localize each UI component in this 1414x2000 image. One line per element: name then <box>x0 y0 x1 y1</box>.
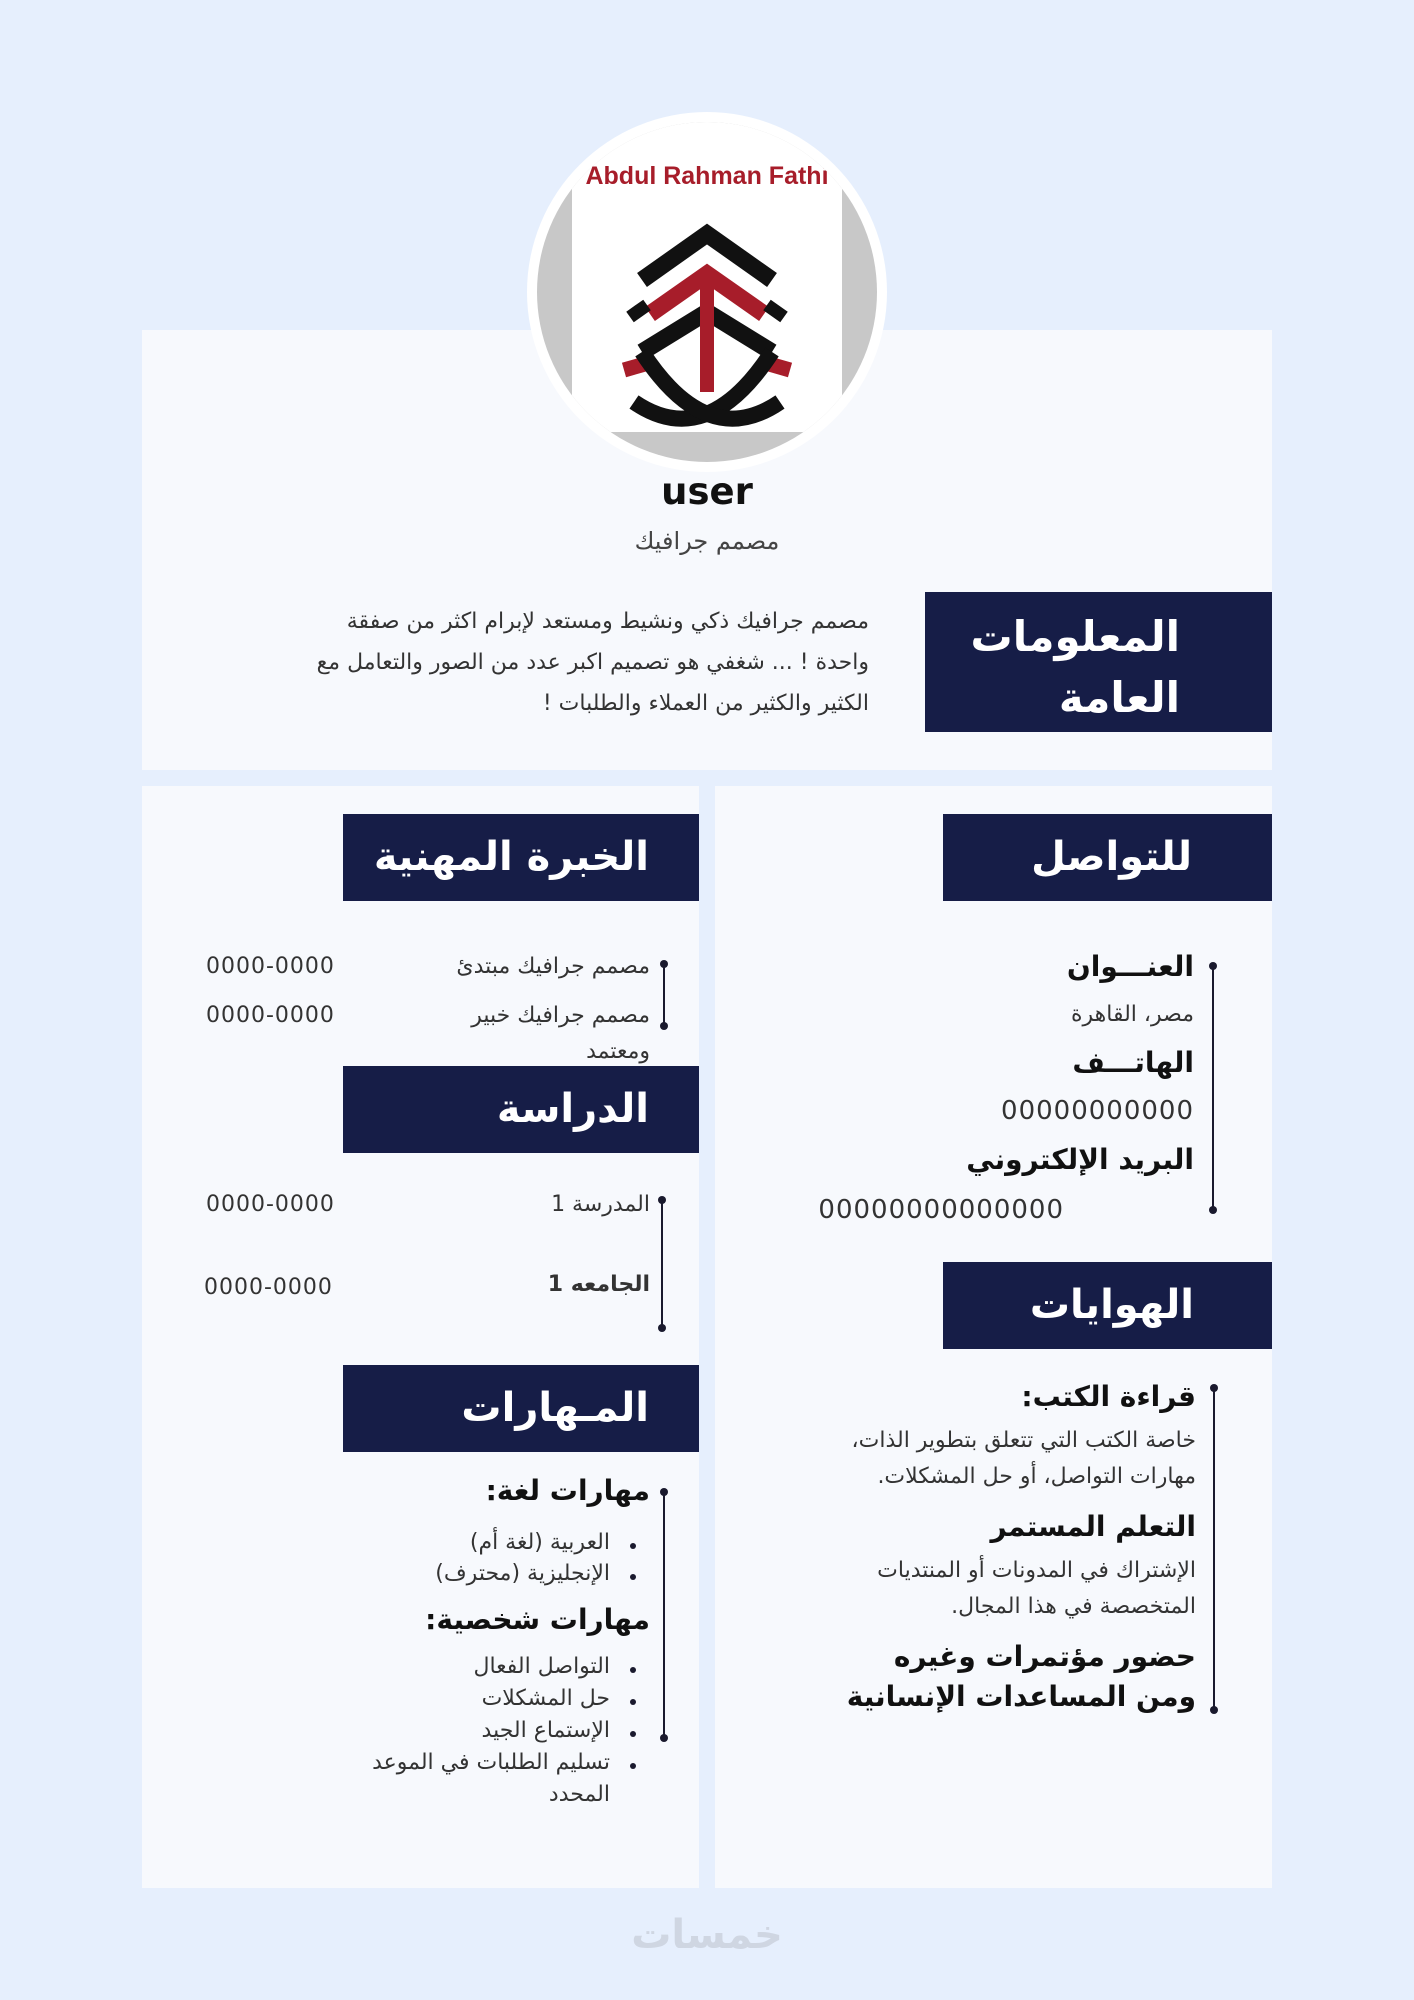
logo-text: Abdul Rahman Fathi <box>585 162 829 190</box>
language-2: الإنجليزية (محترف) <box>435 1561 610 1586</box>
email-value: 00000000000000 <box>818 1195 1064 1225</box>
experience-heading: الخبرة المهنية <box>343 814 699 901</box>
hobby-2-line-2: المتخصصة في هذا المجال. <box>951 1594 1196 1619</box>
experience-2-years: 0000-0000 <box>206 1003 335 1028</box>
personal-bullet-2 <box>630 1699 636 1705</box>
personal-bullet-4 <box>630 1763 636 1769</box>
footer-watermark: خمسات <box>631 1912 783 1958</box>
language-skills-title: مهارات لغة: <box>485 1474 650 1507</box>
education-1-years: 0000-0000 <box>206 1192 335 1217</box>
experience-1-role: مصمم جرافيك مبتدئ <box>456 954 650 979</box>
personal-bullet-3 <box>630 1731 636 1737</box>
hobby-1-title: قراءة الكتب: <box>1021 1380 1196 1413</box>
email-label: البريد الإلكتروني <box>966 1143 1194 1176</box>
education-1-place: المدرسة 1 <box>551 1192 650 1217</box>
profile-photo <box>527 112 887 472</box>
hobby-2-title: التعلم المستمر <box>990 1510 1196 1543</box>
personal-bullet-1 <box>630 1667 636 1673</box>
bio-line-1: مصمم جرافيك ذكي ونشيط ومستعد لإبرام اكثر من صفقة <box>346 609 869 634</box>
hobby-2-line-1: الإشتراك في المدونات أو المنتديات <box>877 1558 1196 1583</box>
address-value: مصر، القاهرة <box>1070 1002 1194 1027</box>
bio-line-3: الكثير والكثير من العملاء والطلبات ! <box>542 691 869 716</box>
education-timeline-dot-bottom <box>658 1324 666 1332</box>
hobby-3-title-line-2: ومن المساعدات الإنسانية <box>846 1680 1196 1713</box>
general-info-heading-line2: العامة <box>1058 673 1180 722</box>
bio-line-2: واحدة ! ... شغفي هو تصميم اكبر عدد من الصور والتعامل مع <box>316 650 869 675</box>
hobbies-heading: الهوايات <box>943 1262 1272 1349</box>
hobbies-timeline-line <box>1213 1388 1215 1710</box>
contact-heading: للتواصل <box>943 814 1272 901</box>
left-column-card <box>142 786 699 1888</box>
phone-label: الهاتـــف <box>1072 1046 1194 1079</box>
language-bullet-1 <box>630 1543 636 1549</box>
experience-1-years: 0000-0000 <box>206 954 335 979</box>
experience-timeline-dot-top <box>660 960 668 968</box>
hobbies-timeline-dot-top <box>1210 1384 1218 1392</box>
hobby-1-line-1: خاصة الكتب التي تتعلق بتطوير الذات، <box>851 1428 1196 1453</box>
contact-timeline-dot-top <box>1209 962 1217 970</box>
logo-panel <box>572 122 842 432</box>
hobby-3-title-line-1: حضور مؤتمرات وغيره <box>893 1640 1196 1673</box>
skills-timeline-dot-bottom <box>660 1734 668 1742</box>
contact-timeline-line <box>1212 966 1214 1210</box>
general-info-heading <box>925 592 1272 732</box>
personal-skill-4: تسليم الطلبات في الموعد <box>372 1750 610 1775</box>
language-1: العربية (لغة أم) <box>469 1530 610 1555</box>
personal-skills-title: مهارات شخصية: <box>425 1603 650 1636</box>
education-2-place: الجامعه 1 <box>547 1272 650 1297</box>
skills-timeline-line <box>663 1492 665 1738</box>
education-2-years: 0000-0000 <box>204 1275 333 1300</box>
personal-skill-2: حل المشكلات <box>481 1686 610 1711</box>
education-heading: الدراسة <box>343 1066 699 1153</box>
skills-heading: المـهارات <box>343 1365 699 1452</box>
skills-timeline-dot-top <box>660 1488 668 1496</box>
experience-timeline-line <box>663 964 665 1026</box>
address-label: العنـــوان <box>1066 950 1194 983</box>
experience-2-role-line-2: ومعتمد <box>586 1039 650 1064</box>
profile-name: user <box>661 470 753 513</box>
general-info-heading-line1: المعلومات <box>970 612 1180 661</box>
contact-timeline-dot-bottom <box>1209 1206 1217 1214</box>
personal-skill-3: الإستماع الجيد <box>481 1718 610 1743</box>
phone-value: 00000000000 <box>1001 1096 1194 1126</box>
language-bullet-2 <box>630 1574 636 1580</box>
hobby-1-line-2: مهارات التواصل، أو حل المشكلات. <box>877 1464 1196 1489</box>
profile-title: مصمم جرافيك <box>634 527 780 555</box>
education-timeline-line <box>661 1200 663 1328</box>
logo-emblem-icon <box>572 202 842 442</box>
personal-skill-4-continued: المحدد <box>548 1782 610 1807</box>
hobbies-timeline-dot-bottom <box>1210 1706 1218 1714</box>
personal-skill-1: التواصل الفعال <box>473 1654 610 1679</box>
education-timeline-dot-top <box>658 1196 666 1204</box>
experience-2-role-line-1: مصمم جرافيك خبير <box>471 1003 650 1028</box>
experience-timeline-dot-bottom <box>660 1022 668 1030</box>
